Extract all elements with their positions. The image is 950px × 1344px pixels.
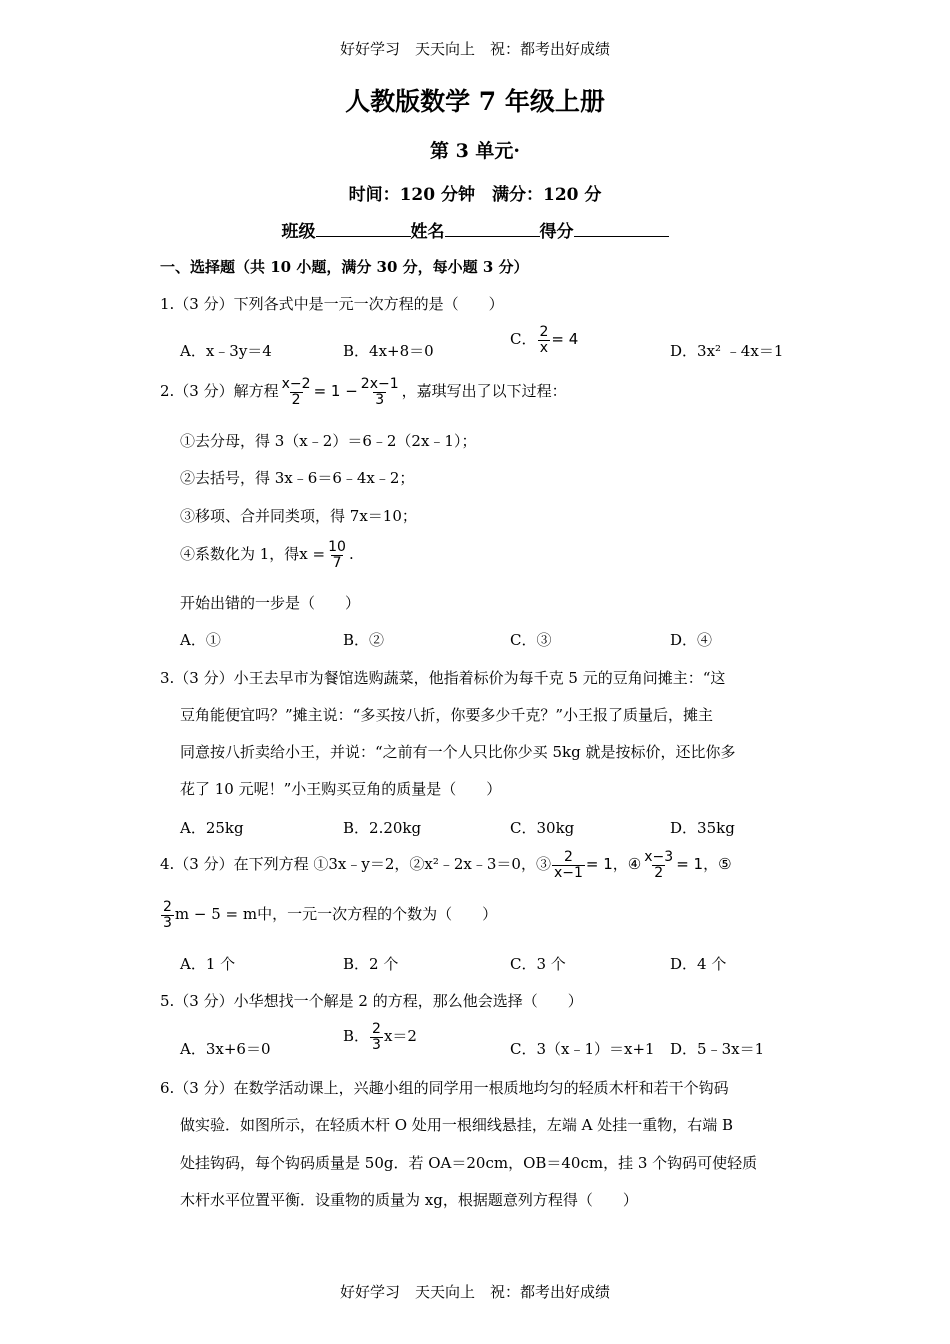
q6-line-3: 处挂钩码，每个钩码质量是 50g．若 OA＝20cm，OB＝40cm，挂 3 个钩码可使轻质 — [180, 1154, 758, 1172]
q4-option-a: A．1 个 — [180, 955, 236, 973]
q3-option-c: C．30kg — [510, 819, 575, 837]
q4-fraction-3 — [161, 900, 174, 930]
q4-f1-numerator: 2 — [563, 849, 573, 865]
q2-stem — [160, 377, 567, 407]
q2-stem-post: ，嘉琪写出了以下过程： — [401, 382, 567, 401]
q2-fraction-1 — [280, 377, 313, 407]
q1-option-c — [510, 325, 578, 355]
document-title: 人教版数学 7 年级上册 — [345, 87, 605, 116]
q1-stem: 1.（3 分）下列各式中是一元一次方程的是（ ） — [160, 295, 504, 313]
q2-s4-post: . — [348, 545, 354, 564]
q2-option-b: B．② — [343, 631, 385, 649]
q2-s4-denominator: 7 — [332, 554, 342, 571]
section-heading: 一、选择题（共 10 小题，满分 30 分，每小题 3 分） — [160, 258, 529, 276]
q2-fraction-2 — [359, 377, 401, 407]
q2-f1-numerator: x−2 — [281, 376, 311, 392]
q2-step-3: ③移项、合并同类项，得 7x＝10； — [180, 507, 417, 525]
q1-c-label: C． — [510, 330, 537, 349]
q2-step-4 — [180, 540, 354, 570]
q2-s4-numerator: 10 — [328, 539, 346, 555]
score-label: 得分 — [539, 222, 574, 242]
q4-l2-post: m − 5 = m中，一元一次方程的个数为（ ） — [174, 905, 498, 924]
q2-f2-numerator: 2x−1 — [360, 376, 399, 392]
q5-b-rest: x＝2 — [383, 1027, 417, 1046]
q2-s4-pre: ④系数化为 1，得x = — [180, 545, 326, 564]
q3-option-b: B．2.20kg — [343, 819, 422, 837]
q1-option-a: A．x﹣3y＝4 — [180, 342, 272, 360]
class-label: 班级 — [281, 222, 316, 242]
q5-option-d: D．5﹣3x＝1 — [670, 1040, 765, 1058]
q1-c-rest: = 4 — [551, 330, 579, 349]
q3-line-2: 豆角能便宜吗？”摊主说：“多买按八折，你要多少千克？”小王报了质量后，摊主 — [180, 706, 714, 724]
q4-f1-post: = 1，④ — [585, 855, 642, 874]
q4-f2-numerator: x−3 — [644, 849, 674, 865]
q5-b-fraction — [370, 1022, 383, 1052]
q3-option-d: D．35kg — [670, 819, 735, 837]
q2-f2-denominator: 3 — [375, 391, 385, 408]
q2-option-c: C．③ — [510, 631, 552, 649]
exam-info: 时间：120 分钟 满分：120 分 — [348, 185, 602, 205]
name-label: 姓名 — [410, 222, 445, 242]
class-blank[interactable] — [316, 220, 411, 237]
q5-option-a: A．3x+6＝0 — [180, 1040, 271, 1058]
q1-c-denominator: x — [539, 339, 549, 356]
q5-b-numerator: 2 — [372, 1021, 381, 1037]
q2-option-d: D．④ — [670, 631, 713, 649]
q4-f1-denominator: x−1 — [553, 864, 583, 881]
name-blank[interactable] — [445, 220, 540, 237]
q5-option-c: C．3（x﹣1）＝x+1 — [510, 1040, 655, 1058]
q2-ask: 开始出错的一步是（ ） — [180, 594, 361, 612]
q1-option-b: B．4x+8＝0 — [343, 342, 434, 360]
q4-fraction-1 — [552, 850, 585, 880]
q6-line-1: 6.（3 分）在数学活动课上，兴趣小组的同学用一根质地均匀的轻质木杆和若干个钩码 — [160, 1079, 729, 1097]
q4-line-1 — [160, 850, 732, 880]
q5-stem: 5.（3 分）小华想找一个解是 2 的方程，那么他会选择（ ） — [160, 992, 583, 1010]
q1-option-d: D．3x² ﹣4x＝1 — [670, 342, 784, 360]
q2-stem-mid: = 1 − — [313, 382, 358, 401]
q2-f1-denominator: 2 — [291, 391, 301, 408]
q4-l1-pre: 4.（3 分）在下列方程 ①3x﹣y＝2，②x²﹣2x﹣3＝0，③ — [160, 855, 551, 874]
q4-line-2 — [160, 900, 497, 930]
q4-option-d: D．4 个 — [670, 955, 727, 973]
q5-b-label: B． — [343, 1027, 370, 1046]
q4-f3-denominator: 3 — [163, 914, 172, 931]
q4-fraction-2 — [642, 850, 675, 880]
q4-f2-denominator: 2 — [654, 864, 664, 881]
q6-line-2: 做实验．如图所示，在轻质木杆 O 处用一根细线悬挂，左端 A 处挂一重物，右端 B — [180, 1116, 733, 1134]
q2-option-a: A．① — [180, 631, 221, 649]
q2-stem-pre: 2.（3 分）解方程 — [160, 382, 279, 401]
q6-line-4: 木杆水平位置平衡．设重物的质量为 xg，根据题意列方程得（ ） — [180, 1191, 638, 1209]
q3-option-a: A．25kg — [180, 819, 244, 837]
page-header: 好好学习 天天向上 祝：都考出好成绩 — [339, 40, 610, 58]
q3-line-4: 花了 10 元呢！”小王购买豆角的质量是（ ） — [180, 780, 502, 798]
q2-step-2: ②去括号，得 3x﹣6＝6﹣4x﹣2； — [180, 469, 415, 487]
q3-line-1: 3.（3 分）小王去早市为餐馆选购蔬菜，他指着标价为每千克 5 元的豆角问摊主：“这 — [160, 669, 726, 687]
q4-option-b: B．2 个 — [343, 955, 399, 973]
q1-c-numerator: 2 — [539, 324, 549, 340]
q1-c-fraction — [537, 325, 550, 355]
q4-option-c: C．3 个 — [510, 955, 566, 973]
q4-f3-numerator: 2 — [163, 899, 172, 915]
score-blank[interactable] — [574, 220, 669, 237]
q2-s4-fraction — [326, 540, 348, 570]
q5-option-b — [343, 1022, 417, 1052]
q2-step-1: ①去分母，得 3（x﹣2）＝6﹣2（2x﹣1）； — [180, 432, 477, 450]
student-fields — [0, 217, 950, 242]
q4-f2-post: = 1，⑤ — [676, 855, 732, 874]
q3-line-3: 同意按八折卖给小王，并说：“之前有一个人只比你少买 5kg 就是按标价，还比你多 — [180, 743, 736, 761]
unit-title: 第 3 单元· — [429, 140, 521, 162]
q5-b-denominator: 3 — [372, 1036, 381, 1053]
page-footer: 好好学习 天天向上 祝：都考出好成绩 — [339, 1283, 610, 1301]
